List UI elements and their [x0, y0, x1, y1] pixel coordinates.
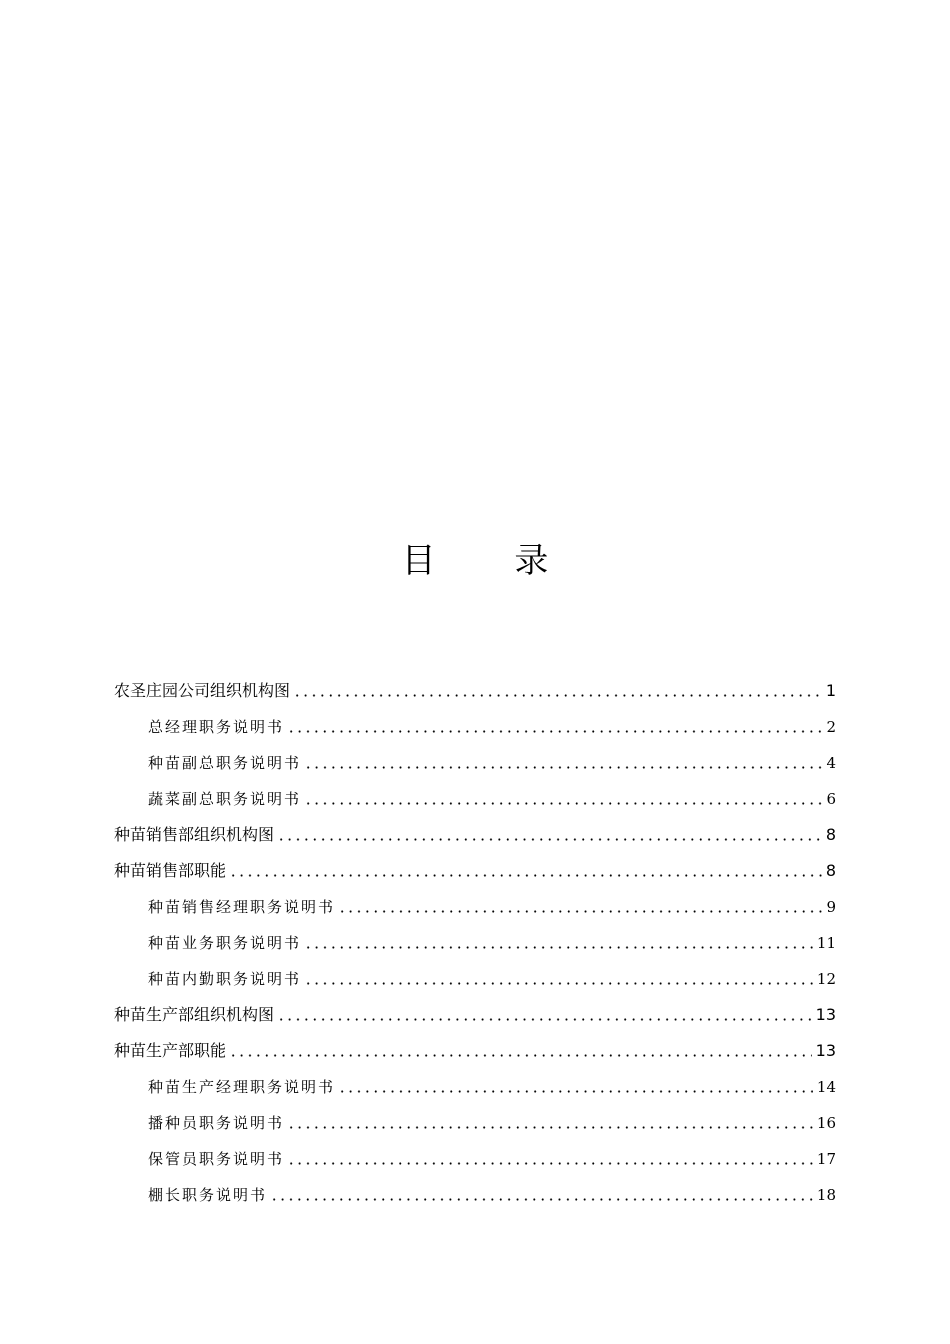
toc-entry-text: 种苗销售部职能 — [114, 861, 227, 880]
toc-leader-dots — [304, 802, 822, 805]
toc-entry-text: 种苗内勤职务说明书 — [148, 970, 302, 988]
toc-entry-page: 16 — [816, 1114, 836, 1132]
toc-entry-text: 保管员职务说明书 — [148, 1150, 285, 1168]
toc-leader-dots — [287, 1126, 813, 1129]
toc-entry[interactable] — [114, 852, 836, 882]
toc-entry[interactable] — [148, 780, 836, 810]
toc-entry-page: 6 — [826, 790, 836, 808]
toc-leader-dots — [277, 1018, 812, 1021]
toc-entry-text: 种苗生产部组织机构图 — [114, 1005, 275, 1024]
toc-leader-dots — [338, 1090, 813, 1093]
toc-entry-text: 农圣庄园公司组织机构图 — [114, 681, 291, 700]
toc-entry-page: 8 — [825, 861, 836, 880]
toc-entry[interactable] — [114, 1032, 836, 1062]
toc-leader-dots — [287, 1162, 813, 1165]
toc-entry-page: 9 — [826, 898, 836, 916]
toc-entry[interactable] — [148, 744, 836, 774]
toc-entry[interactable] — [148, 1104, 836, 1134]
toc-leader-dots — [270, 1198, 813, 1201]
toc-entry-page: 17 — [816, 1150, 836, 1168]
toc-entry-page: 14 — [816, 1078, 836, 1096]
toc-entry-text: 种苗销售部组织机构图 — [114, 825, 275, 844]
toc-leader-dots — [304, 982, 813, 985]
toc-entry-text: 种苗副总职务说明书 — [148, 754, 302, 772]
toc-entry[interactable] — [148, 1068, 836, 1098]
toc-entry[interactable] — [148, 888, 836, 918]
toc-entry[interactable] — [114, 996, 836, 1026]
toc-entry[interactable] — [148, 708, 836, 738]
toc-entry-text: 总经理职务说明书 — [148, 718, 285, 736]
toc-leader-dots — [338, 910, 822, 913]
toc-entry[interactable] — [148, 1176, 836, 1206]
toc-leader-dots — [229, 874, 822, 877]
toc-entry-text: 种苗生产经理职务说明书 — [148, 1078, 336, 1096]
toc-entry-page: 2 — [826, 718, 836, 736]
toc-entry-text: 种苗生产部职能 — [114, 1041, 227, 1060]
toc-entry-page: 1 — [825, 681, 836, 700]
toc-entry[interactable] — [114, 672, 836, 702]
toc-entry-page: 8 — [825, 825, 836, 844]
toc-entry[interactable] — [148, 960, 836, 990]
toc-entry-page: 18 — [816, 1186, 836, 1204]
toc-entry-text: 种苗销售经理职务说明书 — [148, 898, 336, 916]
toc-leader-dots — [229, 1054, 812, 1057]
toc-entry[interactable] — [114, 816, 836, 846]
toc-entry-text: 种苗业务职务说明书 — [148, 934, 302, 952]
toc-leader-dots — [277, 838, 822, 841]
toc-entry-page: 4 — [826, 754, 836, 772]
toc-entry-page: 11 — [816, 934, 836, 952]
toc-leader-dots — [293, 694, 822, 697]
toc-entry-text: 播种员职务说明书 — [148, 1114, 285, 1132]
toc-leader-dots — [304, 766, 822, 769]
toc-entry[interactable] — [148, 924, 836, 954]
toc-entry-text: 蔬菜副总职务说明书 — [148, 790, 302, 808]
toc-heading: 目 录 — [401, 541, 583, 581]
toc-leader-dots — [304, 946, 813, 949]
toc-entry-page: 12 — [816, 970, 836, 988]
toc-entry-text: 棚长职务说明书 — [148, 1186, 268, 1204]
toc-entry-page: 13 — [815, 1041, 836, 1060]
toc-entry-page: 13 — [815, 1005, 836, 1024]
toc-leader-dots — [287, 730, 822, 733]
toc-entry[interactable] — [148, 1140, 836, 1170]
